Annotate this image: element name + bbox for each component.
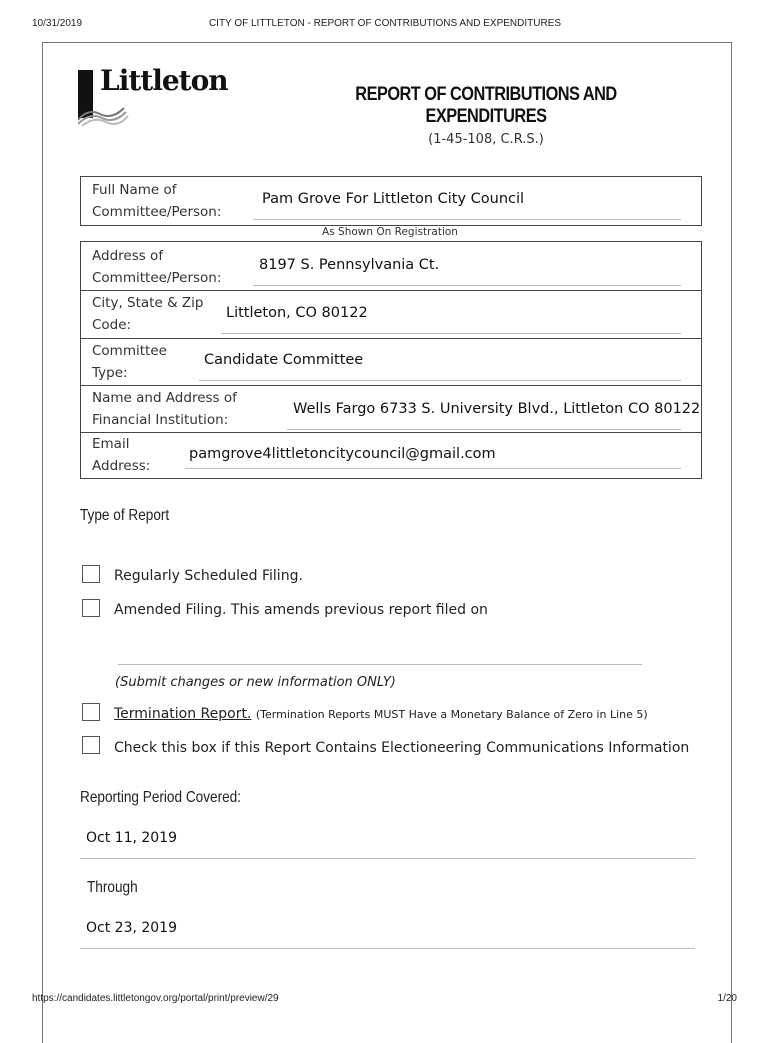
committee-type-label: Committee Type: — [92, 343, 167, 381]
city-value[interactable]: Littleton, CO 80122 — [226, 305, 368, 321]
termination-report-link[interactable]: Termination Report. — [114, 706, 252, 722]
period-end-date[interactable]: Oct 23, 2019 — [86, 920, 177, 936]
committee-details-box — [80, 241, 702, 479]
email-value[interactable]: pamgrove4littletoncitycouncil@gmail.com — [189, 446, 496, 462]
financial-institution-value[interactable]: Wells Fargo 6733 S. University Blvd., Littleton CO 80122 — [293, 401, 701, 417]
full-name-section — [80, 176, 702, 226]
as-shown-note: As Shown On Registration — [322, 226, 458, 238]
period-start-underline — [80, 858, 695, 859]
committee-type-value[interactable]: Candidate Committee — [204, 352, 364, 368]
statute-reference: (1-45-108, C.R.S.) — [428, 132, 544, 147]
type-of-report-heading: Type of Report — [80, 507, 170, 524]
committee-type-underline — [199, 380, 681, 381]
row-divider — [81, 290, 701, 291]
period-end-underline — [80, 948, 695, 949]
amended-note: (Submit changes or new information ONLY) — [115, 675, 396, 690]
row-divider — [81, 338, 701, 339]
termination-note: (Termination Reports MUST Have a Monetary Balance of Zero in Line 5) — [255, 708, 648, 721]
electioneering-label: Check this box if this Report Contains Electioneering Communications Information — [114, 740, 690, 756]
through-label: Through — [87, 879, 138, 896]
full-name-underline — [253, 219, 681, 220]
termination-row — [114, 706, 648, 722]
full-name-label: Full Name of Committee/Person: — [92, 182, 222, 220]
address-value[interactable]: 8197 S. Pennsylvania Ct. — [259, 257, 440, 273]
electioneering-checkbox[interactable] — [82, 736, 100, 754]
full-name-value[interactable]: Pam Grove For Littleton City Council — [262, 191, 525, 207]
print-title: CITY OF LITTLETON - REPORT OF CONTRIBUTIONS AND EXPENDITURES — [208, 18, 562, 29]
address-underline — [253, 285, 681, 286]
email-label: Email Address: — [92, 436, 151, 474]
financial-institution-label: Name and Address of Financial Institution: — [92, 390, 237, 428]
page-number: 1/20 — [717, 993, 737, 1004]
report-title: REPORT OF CONTRIBUTIONS AND EXPENDITURES — [355, 84, 617, 127]
email-underline — [185, 468, 681, 469]
regular-filing-checkbox[interactable] — [82, 565, 100, 583]
reporting-period-heading: Reporting Period Covered: — [80, 789, 242, 806]
amended-filing-label: Amended Filing. This amends previous report filed on — [114, 602, 488, 618]
amended-date-field[interactable] — [118, 664, 642, 665]
logo-text: Littleton — [100, 64, 228, 97]
row-divider — [81, 385, 701, 386]
regular-filing-label: Regularly Scheduled Filing. — [114, 568, 303, 584]
print-date: 10/31/2019 — [32, 18, 83, 29]
address-label: Address of Committee/Person: — [92, 248, 222, 286]
termination-checkbox[interactable] — [82, 703, 100, 721]
city-label: City, State & Zip Code: — [92, 295, 204, 333]
footer-url: https://candidates.littletongov.org/portal/print/preview/29 — [32, 993, 279, 1004]
financial-institution-underline — [287, 429, 681, 430]
row-divider — [81, 432, 701, 433]
period-start-date[interactable]: Oct 11, 2019 — [86, 830, 177, 846]
amended-filing-checkbox[interactable] — [82, 599, 100, 617]
city-underline — [221, 333, 681, 334]
